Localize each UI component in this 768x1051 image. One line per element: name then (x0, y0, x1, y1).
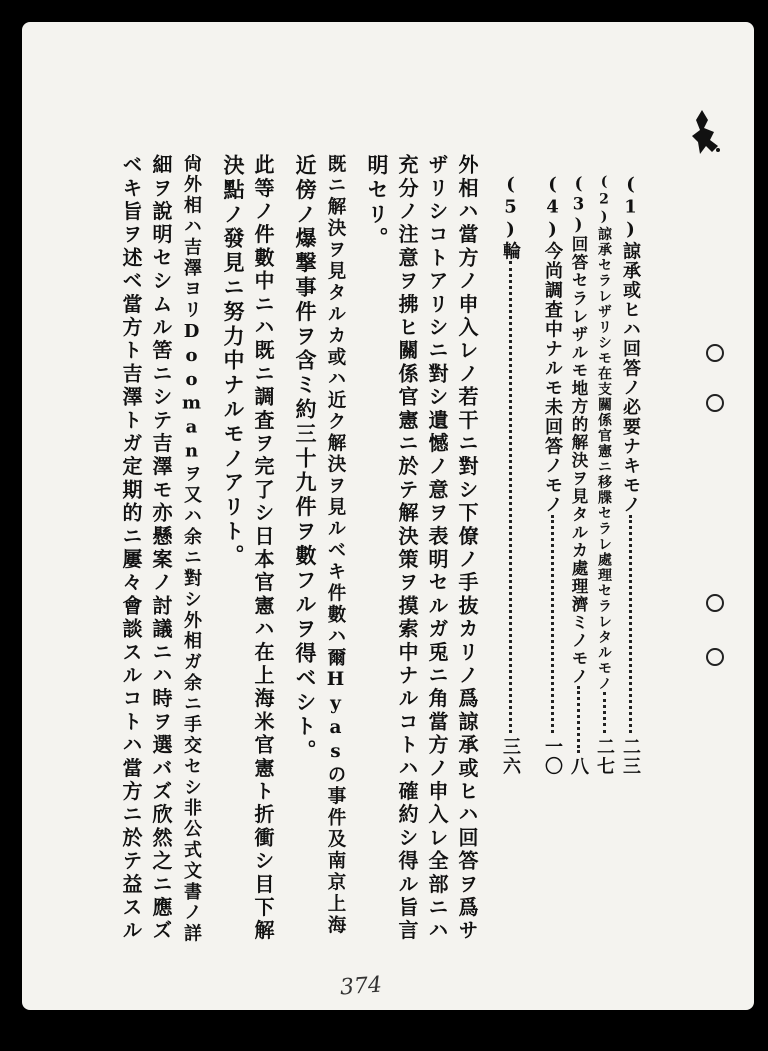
handwritten-page-number: 374 (339, 972, 383, 1001)
body-text-line: 此等ノ件數中ニハ既ニ調査ヲ完了シ日本官憲ハ在上海米官憲ト折衝シ目下解 (251, 154, 275, 943)
toc-entry (618, 174, 642, 776)
body-text-line: 尙外相ハ吉澤ヨリDoomanヲ又ハ余ニ對シ外相ガ余ニ手交セシ非公式文書ノ詳 (181, 154, 202, 945)
toc-entry-label: (3)回答セラレザルモ地方的解決ヲ見タルカ處理濟ミノモノ (569, 174, 588, 686)
paper-sheet (22, 22, 754, 1010)
toc-entry (540, 174, 564, 776)
body-text-line: ザリシコトアリシニ對シ遺憾ノ意ヲ表明セルガ兎ニ角當方ノ申入レ全部ニハ (425, 154, 449, 943)
toc-page-number: 二七 (594, 737, 615, 776)
toc-entry-label: (2)諒承セラレザリシモ在支關係官憲ニ移牒セラレ處理セラレタルモノ (596, 174, 612, 692)
toc-entry (498, 174, 522, 776)
toc-page-number: 三六 (500, 737, 521, 776)
toc-entry-label: (1)諒承或ヒハ回答ノ必要ナキモノ (620, 174, 641, 515)
body-text-line: 明セリ。 (365, 154, 390, 252)
leader-dots (509, 261, 512, 733)
punch-hole (706, 594, 724, 612)
toc-page-number: 一〇 (542, 737, 563, 776)
body-text-line: 充分ノ注意ヲ拂ヒ關係官憲ニ於テ解決策ヲ摸索中ナルコトハ確約シ得ル旨言 (395, 154, 419, 943)
body-text-line: 細ヲ說明セシムル筈ニシテ吉澤モ亦懸案ノ討議ニハ時ヲ選バズ欣然之ニ應ズ (149, 154, 173, 943)
punch-hole (706, 394, 724, 412)
body-text-line: 既ニ解決ヲ見タルカ或ハ近ク解決ヲ見ルベキ件數ハ爾Hyasの事件及南京上海 (325, 154, 346, 937)
leader-dots (603, 692, 606, 734)
leader-dots (577, 686, 580, 753)
body-text-line: 近傍ノ爆撃事件ヲ含ミ約三十九件ヲ數フルヲ得ベシト。 (293, 154, 318, 764)
body-text-line: 外相ハ當方ノ申入レノ若干ニ對シ下僚ノ手抜カリノ爲諒承或ヒハ回答ヲ爲サ (455, 154, 479, 943)
toc-entry-label: (4)今尚調査中ナルモ未回答ノモノ (542, 174, 563, 515)
punch-hole (706, 648, 724, 666)
leader-dots (629, 515, 632, 734)
body-text-line: 決點ノ發見ニ努力中ナルモノアリト。 (221, 154, 246, 569)
punch-hole (706, 344, 724, 362)
body-text-line: ベキ旨ヲ述ベ當方ト吉澤トガ定期的ニ屢々會談スルコトハ當方ニ於テ益スル (119, 154, 143, 943)
toc-page-number: 八 (568, 756, 589, 776)
toc-entry-label: (5)輪 (500, 174, 521, 261)
toc-entry (566, 174, 590, 776)
toc-page-number: 二三 (620, 737, 641, 776)
leader-dots (551, 515, 554, 734)
ink-blot (688, 106, 728, 166)
toc-entry (592, 174, 616, 776)
